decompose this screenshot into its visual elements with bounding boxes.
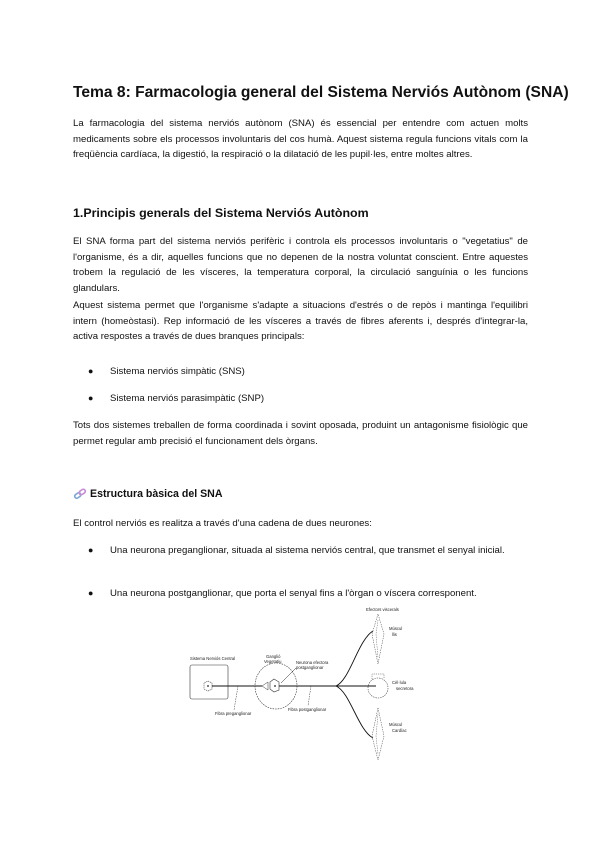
list-item-text: Sistema nerviós simpàtic (SNS): [110, 366, 245, 377]
bullet-icon: ●: [88, 545, 94, 555]
list-item: [88, 543, 528, 559]
list-item: [88, 391, 528, 407]
section-heading-principles: 1.Principis generals del Sistema Nerviós Autònom: [73, 206, 369, 220]
postganglionic-neuron-label-1: Neurona efectora: [296, 660, 329, 665]
bullet-icon: ●: [88, 393, 94, 403]
principles-paragraph-2: Aquest sistema permet que l'organisme s'adapte a situacions d'estrés o de repòs i mantinga l'equilibri intern (homeòstasi). Rep informació de les vísceres a través de fibres aferents i, després d'integrar-la, activa respostes a través de dues branques principals:: [73, 300, 528, 343]
bullet-icon: ●: [88, 588, 94, 598]
effectors-label: Efectors viscerals: [366, 607, 399, 612]
principles-paragraph-3: Tots dos sistemes treballen de forma coordinada i sovint oposada, produint un antagonisme fisiològic que permet regular amb precisió el funcionament dels òrgans.: [73, 420, 528, 447]
section-heading-text: Estructura bàsica del SNA: [90, 488, 223, 500]
section-heading-structure: [73, 488, 222, 500]
list-item-text: Sistema nerviós parasimpàtic (SNP): [110, 393, 265, 404]
intro-paragraph: La farmacologia del sistema nerviós autònom (SNA) és essencial per entendre com actuen molts medicaments sobre els processos involuntaris del cos humà. Aquest sistema regula funcions vitals com la freqüència cardíaca, la digestió, la respiració o la dilatació de les pupil·les, entre moltes altres.: [73, 118, 528, 161]
postganglionic-neuron-label-2: postganglionar: [296, 665, 324, 670]
list-item-text: Una neurona preganglionar, situada al sistema nerviós central, que transmet el senyal inicial.: [110, 545, 505, 556]
secretory-cell-label-2: secretora: [396, 686, 414, 691]
structure-paragraph-1: El control nerviós es realitza a través d'una cadena de dues neurones:: [73, 518, 372, 529]
ganglion-label-2: Vegetatiu: [264, 659, 282, 664]
ganglion-label-1: Ganglió: [266, 654, 281, 659]
secretory-cell-label-1: Cèl·lula: [392, 680, 407, 685]
sna-neuron-chain-diagram: [170, 600, 430, 765]
cns-label: Sistema Nerviós Central: [190, 656, 236, 661]
link-icon: [73, 488, 87, 500]
cardiac-muscle-label-2: Cardíac: [392, 728, 407, 733]
page-title: Tema 8: Farmacologia general del Sistema Nerviós Autònom (SNA): [73, 84, 569, 101]
cardiac-muscle-label-1: Múscul: [389, 722, 403, 727]
list-item: [88, 364, 528, 380]
principles-paragraph-1: El SNA forma part del sistema nerviós perifèric i controla els processos involuntaris o "vegetatius" de l'organisme, és a dir, aquelles funcions que no depenen de la nostra voluntat conscient. Entre aquestes trobem la regulació de les vísceres, la temperatura corporal, la circulació sanguínia o les funcions glandulars.: [73, 236, 528, 294]
smooth-muscle-label-1: Múscul: [389, 626, 403, 631]
smooth-muscle-label-2: llis: [392, 632, 397, 637]
preganglionic-fiber-label: Fibra preganglionar: [215, 711, 252, 716]
postganglionic-fiber-label: Fibra postganglionar: [288, 707, 327, 712]
cns-box: [190, 665, 228, 699]
bullet-icon: ●: [88, 366, 94, 376]
list-item-text: Una neurona postganglionar, que porta el senyal fins a l'òrgan o víscera corresponent.: [110, 588, 477, 599]
